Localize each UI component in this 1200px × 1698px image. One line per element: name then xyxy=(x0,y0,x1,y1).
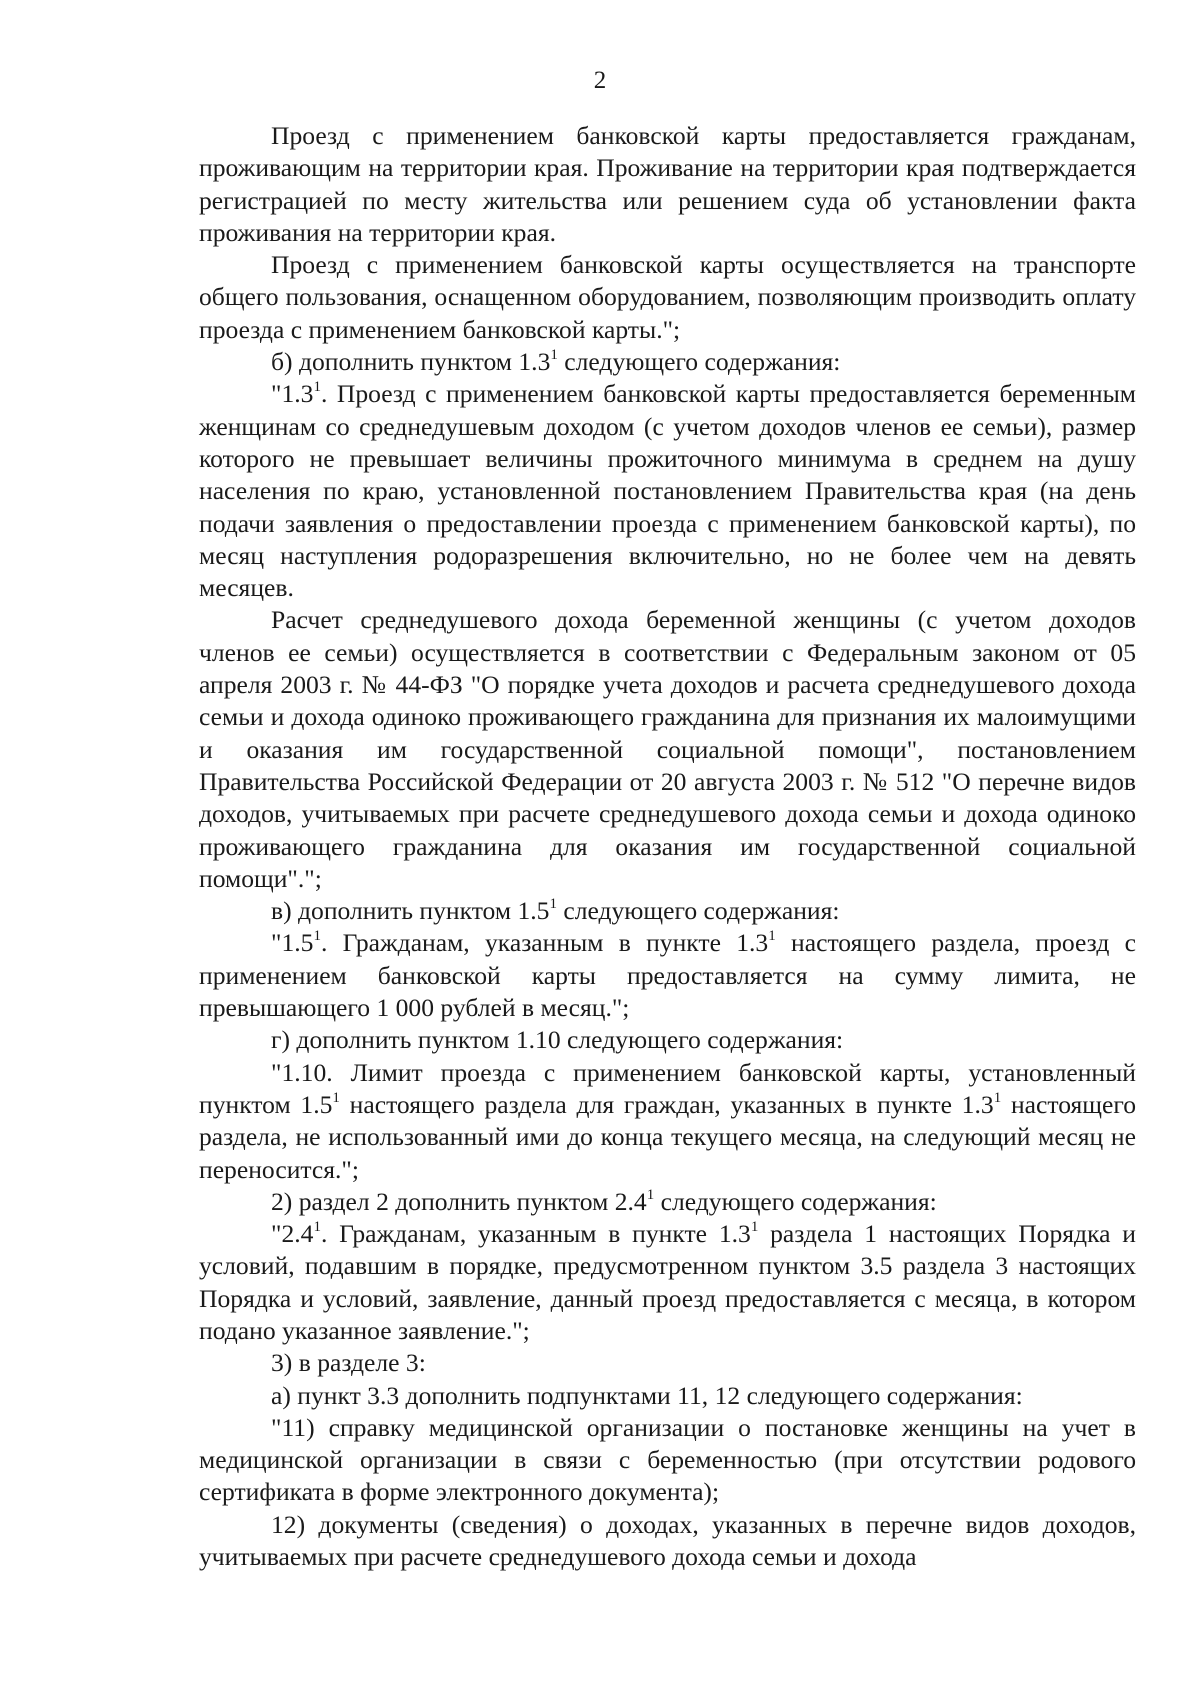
paragraph-item-3: 3) в разделе 3: xyxy=(271,1348,426,1378)
text-segment: . Гражданам, указанным в пункте 1.3 xyxy=(320,1219,751,1249)
superscript: 1 xyxy=(550,347,558,364)
paragraph-travel-eligibility: Проезд с применением банковской карты предоставляется гражданам, проживающим на территории края. Проживание на территории края подтверждается регистрацией по месту жительства или решением суда об установлении факта проживания на территории края. xyxy=(199,121,1136,247)
text-segment: . Проезд с применением банковской карты предоставляется беременным женщинам со среднедушевым доходом (с учетом доходов членов ее семьи), размер которого не превышает величины прожиточного минимума в среднем на душу населения по краю, установленной постановлением Правительства края (на день подачи заявления о предоставлении проезда с применением банковской карты), по месяц наступления родоразрешения включительно, но не более чем на девять месяцев. xyxy=(199,379,1136,603)
text-segment: следующего содержания: xyxy=(556,896,840,926)
superscript: 1 xyxy=(332,1090,340,1107)
paragraph-item-a: а) пункт 3.3 дополнить подпунктами 11, 12 следующего содержания: xyxy=(271,1380,1023,1410)
superscript: 1 xyxy=(313,928,321,945)
text-segment: настоящего раздела, не использованный ими до конца текущего месяца, на следующий месяц не переносится."; xyxy=(199,1089,1137,1184)
superscript: 1 xyxy=(313,379,321,396)
text-segment: следующего содержания: xyxy=(557,347,841,377)
text-segment: . Гражданам, указанным в пункте 1.3 xyxy=(320,928,769,958)
text-segment: настоящего раздела, проезд с применением банковской карты предоставляется на сумму лимита, не превышающего 1 000 рублей в месяц."; xyxy=(199,928,1136,1023)
page-number: 2 xyxy=(593,67,607,94)
text-segment: настоящего раздела для граждан, указанных в пункте 1.3 xyxy=(339,1089,994,1119)
paragraph-clause-1-5-1 xyxy=(199,927,1136,1024)
paragraph-clause-1-3-1 xyxy=(199,378,1136,604)
text-segment: "1.5 xyxy=(271,928,314,958)
text-segment: б) дополнить пунктом 1.3 xyxy=(271,347,551,377)
superscript: 1 xyxy=(750,1219,759,1236)
paragraph-item-v xyxy=(199,895,1136,927)
text-segment: в) дополнить пунктом 1.5 xyxy=(271,896,550,926)
paragraph-subitem-11: "11) справку медицинской организации о постановке женщины на учет в медицинской организации в связи с беременностью (при отсутствии родового сертификата в форме электронного документа); xyxy=(199,1412,1136,1507)
paragraph-subitem-12: 12) документы (сведения) о доходах, указанных в перечне видов доходов, учитываемых при расчете среднедушевого дохода семьи и дохода xyxy=(199,1509,1136,1572)
paragraph-clause-1-10 xyxy=(199,1057,1136,1186)
paragraph-item-g: г) дополнить пунктом 1.10 следующего содержания: xyxy=(271,1025,844,1055)
text-segment: 2) раздел 2 дополнить пунктом 2.4 xyxy=(271,1186,647,1216)
superscript: 1 xyxy=(646,1187,655,1203)
text-segment: "1.3 xyxy=(271,379,314,409)
text-segment: "1.10. Лимит проезда с применением банковской карты, установленный пунктом 1.5 xyxy=(199,1057,1136,1119)
text-segment: следующего содержания: xyxy=(654,1186,937,1216)
superscript: 1 xyxy=(993,1090,1002,1107)
paragraph-clause-2-4-1 xyxy=(199,1218,1136,1347)
document-body xyxy=(199,120,1136,1573)
text-segment: раздела 1 настоящих Порядка и условий, подавшим в порядке, предусмотренном пунктом 3.5 раздела 3 настоящих Порядка и условий, заявление, данный проезд предоставляется с месяца, в котором подано указанное заявление."; xyxy=(199,1219,1136,1345)
text-segment: "2.4 xyxy=(271,1219,314,1249)
superscript: 1 xyxy=(768,928,776,945)
paragraph-income-calculation: Расчет среднедушевого дохода беременной женщины (с учетом доходов членов ее семьи) осуществляется в соответствии с Федеральным законом от 05 апреля 2003 г. № 44-ФЗ "О порядке учета доходов и расчета среднедушевого дохода семьи и дохода одиноко проживающего гражданина для признания их малоимущими и оказания им государственной социальной помощи", постановлением Правительства Российской Федерации от 20 августа 2003 г. № 512 "О перечне видов доходов, учитываемых при расчете среднедушевого дохода семьи и дохода одиноко проживающего гражданина для оказания им государственной социальной помощи"."; xyxy=(199,605,1136,893)
superscript: 1 xyxy=(549,896,557,913)
paragraph-item-b xyxy=(199,346,1136,378)
paragraph-item-2 xyxy=(199,1186,1136,1218)
paragraph-transport-equipment: Проезд с применением банковской карты осуществляется на транспорте общего пользования, оснащенном оборудованием, позволяющим производить оплату проезда с применением банковской карты."; xyxy=(199,250,1136,344)
superscript: 1 xyxy=(313,1219,321,1236)
